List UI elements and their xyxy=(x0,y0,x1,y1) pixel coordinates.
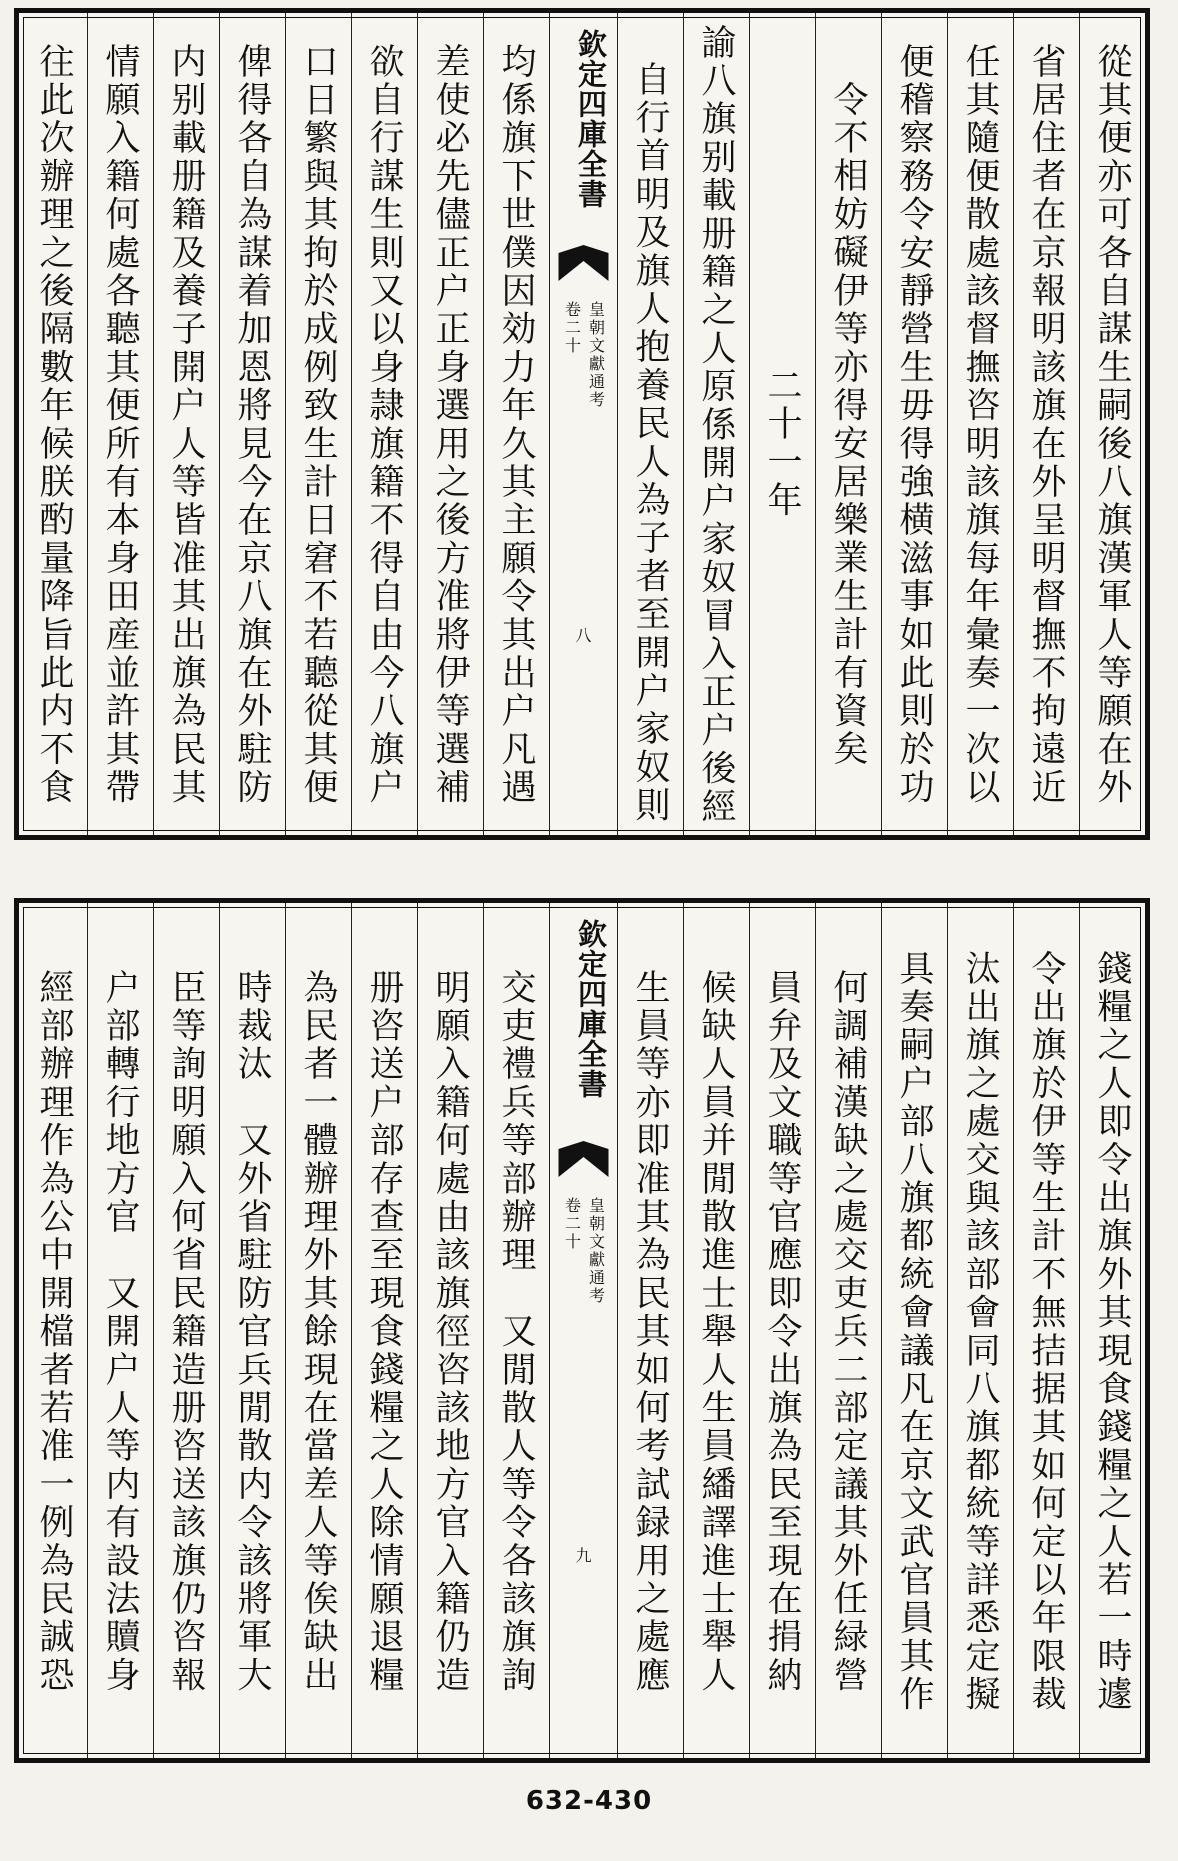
volume-label: 卷二十 xyxy=(562,301,582,355)
lower-page-columns xyxy=(19,903,1145,1758)
text-column: 内别載册籍及養子開户人等皆准其出旗為民其 xyxy=(153,13,219,835)
text-column: 差使必先儘正户正身選用之後方准將伊等選補 xyxy=(417,13,483,835)
center-margin-column xyxy=(549,903,617,1758)
text-column: 户部轉行地方官 又開户人等内有設法贖身 xyxy=(87,903,153,1758)
fish-tail-mark-icon xyxy=(558,245,609,281)
volume-label: 卷二十 xyxy=(562,1197,582,1251)
text-column: 汰出旗之處交與該部會同八旗都統等詳悉定擬 xyxy=(947,903,1013,1758)
upper-page xyxy=(14,8,1150,840)
text-column: 生員等亦即准其為民其如何考試録用之處應 xyxy=(617,903,683,1758)
text-column: 任其隨便散處該督撫咨明該旗每年彙奏一次以 xyxy=(947,13,1013,835)
text-column: 何調補漢缺之處交吏兵二部定議其外任緑營 xyxy=(815,903,881,1758)
folio-number: 九 xyxy=(575,1546,592,1565)
text-column: 均係旗下世僕因効力年久其主願令其出户凡遇 xyxy=(483,13,549,835)
text-column: 臣等詢明願入何省民籍造册咨送該旗仍咨報 xyxy=(153,903,219,1758)
sub-title: 皇朝文獻通考 xyxy=(586,1197,606,1305)
text-column: 明願入籍何處由該旗徑咨該地方官入籍仍造 xyxy=(417,903,483,1758)
fish-tail-mark-icon xyxy=(558,1141,609,1177)
text-column: 令出旗於伊等生計不無拮据其如何定以年限裁 xyxy=(1013,903,1079,1758)
text-column: 錢糧之人即令出旗外其現食錢糧之人若一時遽 xyxy=(1079,903,1145,1758)
lower-page xyxy=(14,898,1150,1763)
text-column: 諭八旗别載册籍之人原係開户家奴冒入正户後經 xyxy=(683,13,749,835)
sub-title: 皇朝文獻通考 xyxy=(586,301,606,409)
book-title: 欽定四庫全書 xyxy=(574,919,608,1099)
text-column: 情願入籍何處各聽其便所有本身田産並許其帶 xyxy=(87,13,153,835)
center-subheading xyxy=(550,1197,617,1305)
text-column: 省居住者在京報明該旗在外呈明督撫不拘遠近 xyxy=(1013,13,1079,835)
text-column: 自行首明及旗人抱養民人為子者至開户家奴則 xyxy=(617,13,683,835)
text-column: 往此次辦理之後隔數年候朕酌量降旨此内不食 xyxy=(34,43,74,807)
text-column: 為民者一體辦理外其餘現在當差人等俟缺出 xyxy=(285,903,351,1758)
text-column: 交吏禮兵等部辦理 又閒散人等令各該旗詢 xyxy=(483,903,549,1758)
text-column: 欲自行謀生則又以身隷旗籍不得自由今八旗户 xyxy=(351,13,417,835)
text-column: 時裁汰 又外省駐防官兵閒散内令該將軍大 xyxy=(219,903,285,1758)
text-column: 俾得各自為謀着加恩將見今在京八旗在外駐防 xyxy=(219,13,285,835)
center-subheading xyxy=(550,301,617,409)
folio-number: 八 xyxy=(575,626,592,645)
upper-page-columns xyxy=(19,13,1145,835)
text-column: 從其便亦可各自謀生嗣後八旗漢軍人等願在外 xyxy=(1079,13,1145,835)
text-column: 候缺人員并閒散進士舉人生員繙譯進士舉人 xyxy=(683,903,749,1758)
text-column: 經部辦理作為公中開檔者若准一例為民誠恐 xyxy=(34,968,74,1695)
text-column: 册咨送户部存查至現食錢糧之人除情願退糧 xyxy=(351,903,417,1758)
text-column: 令不相妨礙伊等亦得安居樂業生計有資矣 xyxy=(815,13,881,835)
text-column: 口日繁與其拘於成例致生計日窘不若聽從其便 xyxy=(285,13,351,835)
book-title: 欽定四庫全書 xyxy=(574,29,608,209)
center-margin-column xyxy=(549,13,617,835)
text-column: 員弁及文職等官應即令出旗為民至現在捐納 xyxy=(749,903,815,1758)
page-number: 632-430 xyxy=(525,1786,653,1816)
text-column: 便稽察務令安靜營生毋得強横滋事如此則於功 xyxy=(881,13,947,835)
text-column: 具奏嗣户部八旗都統會議凡在京文武官員其作 xyxy=(881,903,947,1758)
text-column: 二十一年 xyxy=(749,13,815,835)
